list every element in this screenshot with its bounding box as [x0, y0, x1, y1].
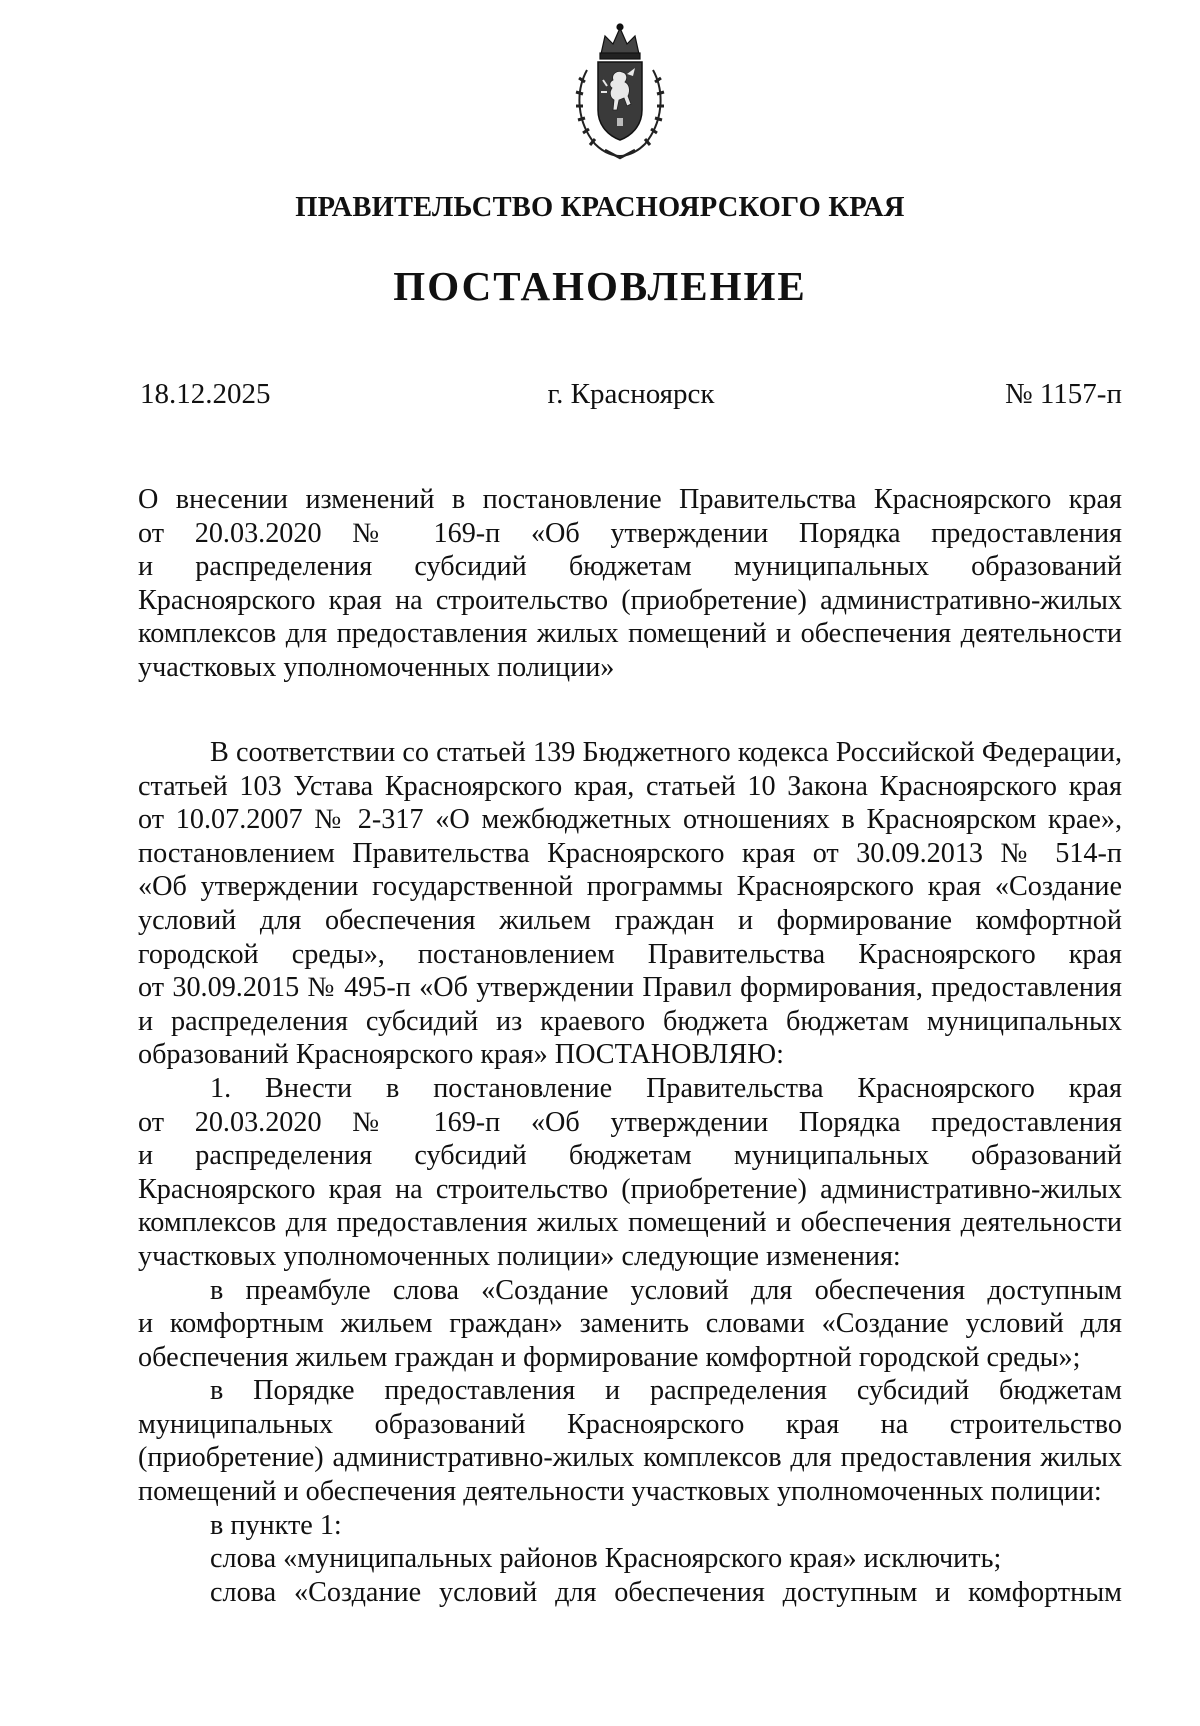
- body-line: муниципальных образований Красноярского края на строительство: [138, 1408, 1122, 1440]
- body-line: Красноярского края на строительство (приобретение) административно-жилых: [138, 1173, 1122, 1205]
- coat-of-arms-emblem: [565, 22, 675, 162]
- subject-line: Красноярского края на строительство (приобретение) административно-жилых: [138, 584, 1122, 616]
- body-line: участковых уполномоченных полиции» следующие изменения:: [138, 1240, 901, 1272]
- body-line: и комфортным жильем граждан» заменить словами «Создание условий для: [138, 1308, 1122, 1340]
- body-line: помещений и обеспечения деятельности участковых уполномоченных полиции:: [138, 1476, 1102, 1508]
- document-body: [138, 736, 1122, 1609]
- body-line: в пункте 1:: [210, 1509, 342, 1541]
- body-line: и распределения субсидий бюджетам муниципальных образований: [138, 1140, 1122, 1172]
- subject-line: комплексов для предоставления жилых помещений и обеспечения деятельности: [138, 618, 1122, 650]
- body-line: городской среды», постановлением Правительства Красноярского края: [138, 938, 1122, 970]
- shield-icon: [598, 62, 642, 140]
- document-type-title: ПОСТАНОВЛЕНИЕ: [393, 263, 807, 309]
- government-title: ПРАВИТЕЛЬСТВО КРАСНОЯРСКОГО КРАЯ: [295, 192, 905, 223]
- body-line: постановлением Правительства Красноярского края от 30.09.2013 № 514-п: [138, 837, 1122, 869]
- document-subject: [138, 483, 1122, 685]
- body-line: слова «Создание условий для обеспечения доступным и комфортным: [210, 1576, 1122, 1608]
- body-line: от 20.03.2020 № 169-п «Об утверждении Порядка предоставления: [138, 1106, 1122, 1138]
- document-meta-row: [140, 378, 1122, 418]
- document-date: 18.12.2025: [140, 378, 271, 410]
- body-line: комплексов для предоставления жилых помещений и обеспечения деятельности: [138, 1207, 1122, 1239]
- subject-line: и распределения субсидий бюджетам муниципальных образований: [138, 551, 1122, 583]
- body-line: обеспечения жильем граждан и формирование комфортной городской среды»;: [138, 1341, 1081, 1373]
- body-line: условий для обеспечения жильем граждан и формирование комфортной: [138, 904, 1122, 936]
- document-number: № 1157-п: [1004, 378, 1122, 410]
- crown-icon: [600, 24, 640, 59]
- body-line: в Порядке предоставления и распределения субсидий бюджетам: [210, 1375, 1122, 1407]
- body-line: от 30.09.2015 № 495-п «Об утверждении Правил формирования, предоставления: [138, 972, 1122, 1004]
- body-line: в преамбуле слова «Создание условий для обеспечения доступным: [210, 1274, 1122, 1306]
- body-line: от 10.07.2007 № 2-317 «О межбюджетных отношениях в Красноярском крае»,: [138, 804, 1122, 836]
- body-line: 1. Внести в постановление Правительства Красноярского края: [210, 1072, 1122, 1104]
- body-line: В соответствии со статьей 139 Бюджетного кодекса Российской Федерации,: [210, 737, 1122, 768]
- body-line: статьей 103 Устава Красноярского края, статьей 10 Закона Красноярского края: [138, 770, 1122, 802]
- body-line: и распределения субсидий из краевого бюджета бюджетам муниципальных: [138, 1005, 1122, 1037]
- body-line: образований Красноярского края» ПОСТАНОВЛЯЮ:: [138, 1039, 784, 1071]
- body-line: «Об утверждении государственной программы Красноярского края «Создание: [138, 871, 1122, 903]
- subject-line: от 20.03.2020 № 169-п «Об утверждении Порядка предоставления: [138, 517, 1122, 549]
- document-city: г. Красноярск: [547, 378, 715, 410]
- body-line: слова «муниципальных районов Красноярского края» исключить;: [210, 1543, 1002, 1575]
- subject-line: участковых уполномоченных полиции»: [138, 651, 615, 683]
- body-line: (приобретение) административно-жилых комплексов для предоставления жилых: [138, 1442, 1122, 1474]
- subject-line: О внесении изменений в постановление Правительства Красноярского края: [138, 484, 1122, 515]
